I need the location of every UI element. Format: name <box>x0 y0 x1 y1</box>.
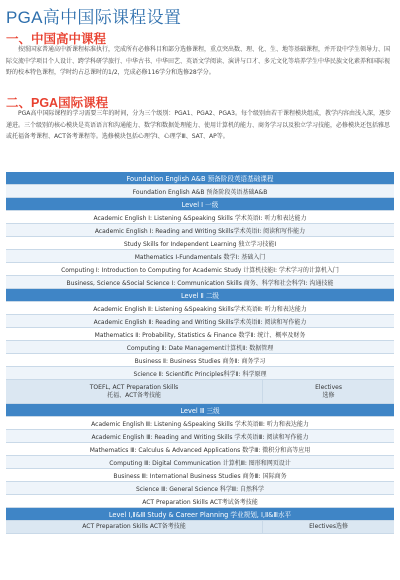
foundation-row: Foundation English A&B 预备阶段英语基础A&B <box>6 185 394 198</box>
section-text-pga-curriculum: PGA高中国际课程的学习需要三年的时间，分为三个级别：PGA1、PGA2、PGA3。每个级别由若干课程模块组成，教学内容由浅入深，逐步递进。三个级别的核心模块是英语语言和沟通能力、数学和数据处理能力、使用计算机的能力、商务学习以及独立学习技能，必修模块还包括雅思或托福备考课程、ACT备考课程等。选修模块包括心理学Ⅰ、心理学Ⅲ、SAT、AP等。 <box>6 110 391 141</box>
level3-row: Computing Ⅲ: Digital Communication 计算机Ⅲ: 图形和网页设计 <box>6 456 394 469</box>
electives-bottom-label: Electives选修 <box>309 523 348 530</box>
level3-row: Mathematics Ⅲ: Calculus & Advanced Applications 数学Ⅲ: 微积分和高等应用 <box>6 443 394 456</box>
level1-band: Level Ⅰ 一级 <box>6 198 394 211</box>
electives-label-en: Electives <box>315 383 342 391</box>
section-heading-chinese-curriculum: 一、中国高中课程 <box>6 32 107 46</box>
level2-split-row <box>6 380 394 404</box>
level2-band: Level Ⅱ 二级 <box>6 289 394 302</box>
level2-row: Science Ⅱ: Scientific Principles科学Ⅱ: 科学原理 <box>6 367 394 380</box>
level1-row: Mathematics Ⅰ-Fundamentals 数学Ⅰ: 基础入门 <box>6 250 394 263</box>
toefl-act-label-zh: 托福、ACT备考技能 <box>107 391 161 399</box>
level2-row: Academic English Ⅱ: Reading and Writing Skills学术英语Ⅱ: 阅读和写作能力 <box>6 315 394 328</box>
level2-row: Academic English Ⅱ: Listening &Speaking Skills学术英语Ⅱ: 听力和表达能力 <box>6 302 394 315</box>
level1-row: Business, Science &Social Science Ⅰ: Communication Skills 商务、科学和社会科学Ⅰ: 沟通技能 <box>6 276 394 289</box>
level3-band: Level Ⅲ 三级 <box>6 404 394 417</box>
level3-row: ACT Preparation Skills ACT考试备考技能 <box>6 495 394 508</box>
level2-row: Business Ⅱ: Business Studies 商务Ⅱ: 商务学习 <box>6 354 394 367</box>
act-prep-cell <box>6 521 262 533</box>
level3-row: Business Ⅲ: International Business Studies 商务Ⅲ: 国际商务 <box>6 469 394 482</box>
level3-row: Academic English Ⅲ: Reading and Writing Skills 学术英语Ⅲ: 阅读和写作能力 <box>6 430 394 443</box>
curriculum-table <box>6 172 394 534</box>
foundation-band: Foundation English A&B 预备阶段英语基础课程 <box>6 172 394 185</box>
bottom-split-row <box>6 521 394 534</box>
electives-label-zh: 选修 <box>322 391 335 399</box>
page-title: PGA高中国际课程设置 <box>6 8 182 27</box>
electives-bottom-cell <box>262 521 394 533</box>
level3-row: Science Ⅲ: General Science 科学Ⅲ: 自然科学 <box>6 482 394 495</box>
level1-row: Study Skills for Independent Learning 独立学习技能Ⅰ <box>6 237 394 250</box>
section-text-chinese-curriculum: 按照国家普通高中新课程标准执行，完成所有必修科目和部分选修课程，重点突出数、理、化、生、地等基础课程，并开设中学生领导力、国际交流中学项目个人设计、跨学科研学旅行、中华古书、中华田艺、英语文学阅读、演讲与口才、多元文化等培养学生中华民族文化素养和国际视野的校本特色课程，学时约占总课时的1/2，完成必修116学分和选修28学分。 <box>6 46 391 77</box>
level1-row: Academic English Ⅰ: Reading and Writing Skills学术英语Ⅰ: 阅读和写作能力 <box>6 224 394 237</box>
career-planning-band: Level Ⅰ,Ⅱ&Ⅲ Study & Career Planning 学业规划, Ⅰ,Ⅱ&Ⅲ水平 <box>6 508 394 521</box>
level2-row: Mathematics Ⅱ: Probability, Statistics & Finance 数学Ⅱ: 统计、概率及财务 <box>6 328 394 341</box>
level2-row: Computing Ⅱ: Date Management计算机Ⅱ: 数据管理 <box>6 341 394 354</box>
act-prep-label: ACT Preparation Skills ACT备考技能 <box>82 523 186 530</box>
level1-row: Academic English Ⅰ: Listening &Speaking Skills 学术英语Ⅰ: 听力和表达能力 <box>6 211 394 224</box>
level1-row: Computing Ⅰ: Introduction to Computing for Academic Study 计算机技能Ⅰ: 学术学习的计算机入门 <box>6 263 394 276</box>
toefl-act-cell <box>6 380 262 403</box>
level3-row: Academic English Ⅲ: Listening &Speaking Skills 学术英语Ⅲ: 听力和表达能力 <box>6 417 394 430</box>
toefl-act-label-en: TOEFL, ACT Preparation Skills <box>89 383 179 391</box>
electives-cell <box>262 380 394 403</box>
section-heading-pga-curriculum: 二、PGA国际课程 <box>6 96 109 110</box>
